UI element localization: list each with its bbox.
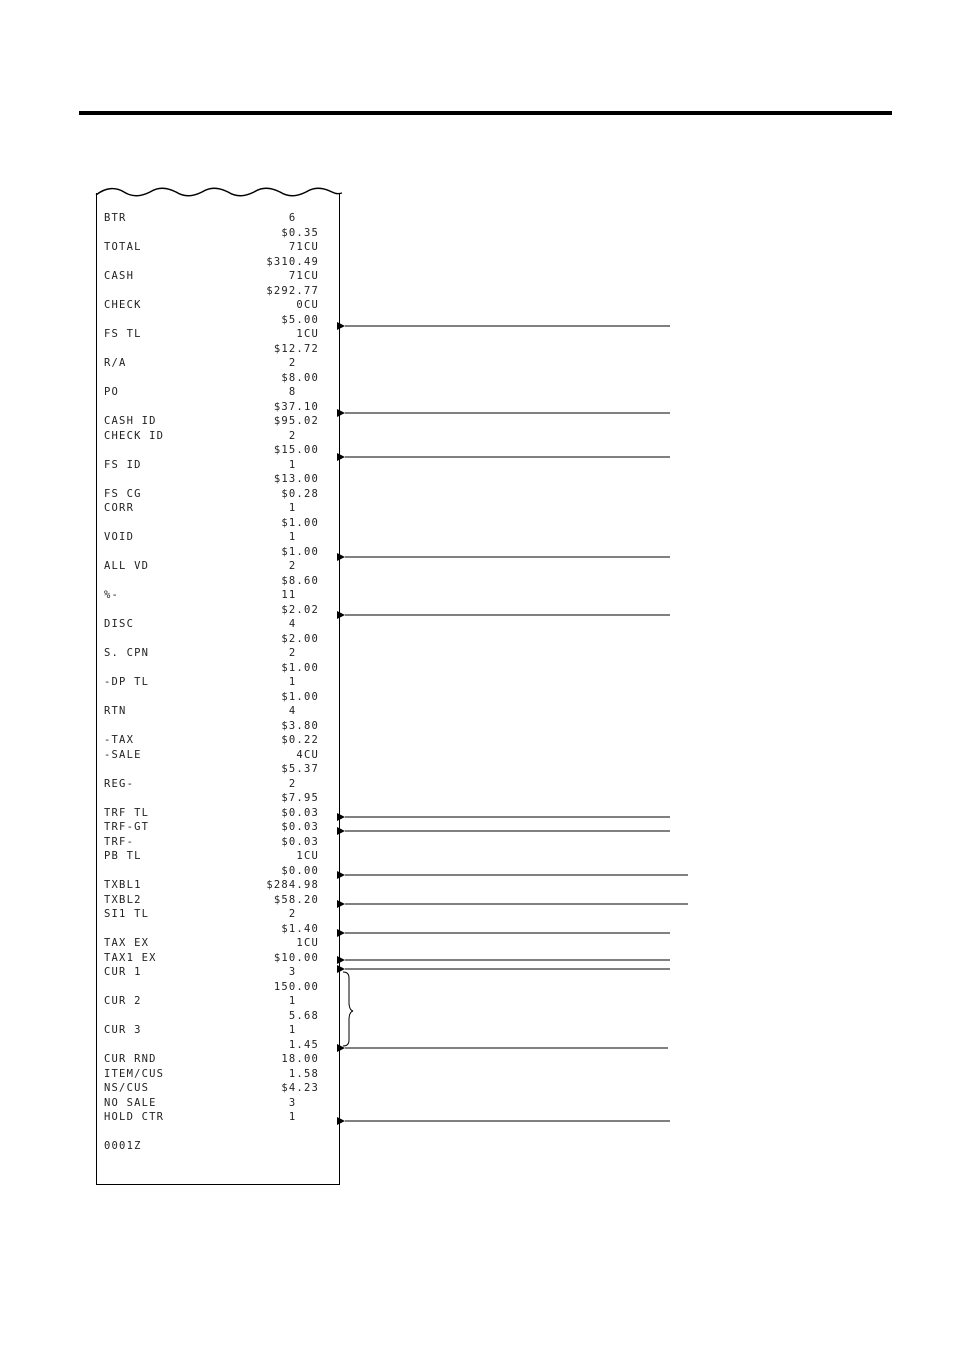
receipt-value: 1.45	[288, 1038, 319, 1051]
receipt-value: 1	[288, 995, 319, 1007]
receipt-value: 1CU	[296, 328, 319, 340]
receipt-label: REG-	[104, 777, 135, 790]
receipt-label: SI1 TL	[104, 908, 150, 920]
receipt-label: CORR	[104, 502, 135, 514]
receipt-label: CUR 2	[104, 995, 142, 1007]
receipt-label: NS/CUS	[104, 1082, 150, 1094]
receipt-value: $0.03	[281, 806, 319, 819]
receipt-value: $37.10	[273, 400, 319, 413]
receipt-value: 1CU	[296, 850, 319, 862]
receipt-value: 2	[288, 908, 319, 920]
receipt-label: CUR RND	[104, 1053, 157, 1065]
receipt-value: $3.80	[281, 719, 319, 732]
receipt-label: S. CPN	[104, 647, 150, 659]
receipt-value: $7.95	[281, 792, 319, 804]
receipt-label: TAX1 EX	[104, 951, 157, 964]
receipt-label: HOLD CTR	[104, 1111, 165, 1123]
receipt-value: $2.02	[281, 603, 319, 616]
receipt-value: $13.00	[273, 473, 319, 485]
receipt-value: $0.28	[281, 487, 319, 500]
receipt-value: 4	[288, 618, 319, 630]
receipt-value: $1.00	[281, 516, 319, 529]
receipt-label: TRF-GT	[104, 821, 150, 833]
receipt-value: $5.00	[281, 313, 319, 326]
receipt-value: $1.00	[281, 690, 319, 703]
receipt-value: 2	[288, 357, 319, 369]
receipt-label: TAX EX	[104, 937, 150, 949]
receipt-value: 2	[288, 777, 319, 790]
receipt-value: 1CU	[296, 937, 319, 949]
receipt-value: 1	[288, 1024, 319, 1036]
receipt-label: FS ID	[104, 458, 142, 471]
receipt-value: $0.00	[281, 864, 319, 877]
receipt-label: R/A	[104, 357, 127, 369]
receipt-value: 0CU	[296, 299, 319, 311]
receipt-value: 1	[288, 502, 319, 514]
receipt-label: ITEM/CUS	[104, 1067, 165, 1080]
receipt-label: -SALE	[104, 748, 142, 761]
receipt-value: $0.35	[281, 226, 319, 239]
receipt-label: CASH ID	[104, 415, 157, 427]
receipt-label: FS CG	[104, 487, 142, 500]
receipt-label: -TAX	[104, 734, 135, 746]
receipt-value: 3	[288, 1096, 319, 1109]
receipt-label: PO	[104, 386, 120, 398]
receipt-value: 1	[288, 676, 319, 688]
receipt-value: $284.98	[266, 879, 319, 891]
receipt-value: $292.77	[266, 284, 319, 297]
receipt-label: CASH	[104, 270, 135, 282]
receipt-label: NO SALE	[104, 1096, 157, 1109]
receipt-label: CUR 1	[104, 966, 142, 978]
receipt-label: DISC	[104, 618, 135, 630]
receipt-value: 2	[288, 647, 319, 659]
receipt-label: BTR	[104, 212, 127, 224]
receipt-value: 150.00	[273, 980, 319, 993]
receipt-label: TRF-	[104, 835, 135, 848]
receipt-label: -DP TL	[104, 676, 150, 688]
receipt-value: 5.68	[288, 1009, 319, 1022]
receipt-value: 4CU	[296, 748, 319, 761]
receipt-label: TXBL1	[104, 879, 142, 891]
receipt-value: 2	[288, 560, 319, 572]
receipt-label: CUR 3	[104, 1024, 142, 1036]
receipt-label: TXBL2	[104, 893, 142, 906]
receipt-value: 71CU	[288, 241, 319, 253]
receipt-label: PB TL	[104, 850, 142, 862]
receipt-label: CHECK	[104, 299, 142, 311]
receipt-value: $10.00	[273, 951, 319, 964]
receipt-value: $0.22	[281, 734, 319, 746]
receipt-value: 18.00	[281, 1053, 319, 1065]
receipt-label: %-	[104, 589, 120, 601]
receipt-label: TOTAL	[104, 241, 142, 253]
receipt-value: 2	[288, 429, 319, 442]
receipt-value: $1.00	[281, 661, 319, 674]
receipt-value: 8	[288, 386, 319, 398]
receipt-value: $0.03	[281, 835, 319, 848]
receipt-label: VOID	[104, 531, 135, 543]
receipt-value: $1.00	[281, 545, 319, 558]
receipt-value: 1	[288, 531, 319, 543]
receipt-value: $15.00	[273, 444, 319, 456]
currency-brace	[343, 972, 353, 1046]
receipt-label: FS TL	[104, 328, 142, 340]
receipt-label: RTN	[104, 705, 127, 717]
receipt-value: $8.60	[281, 574, 319, 587]
receipt-value: $1.40	[281, 922, 319, 935]
receipt-value: $4.23	[281, 1082, 319, 1094]
receipt-value: 4	[288, 705, 319, 717]
receipt-value: $2.00	[281, 632, 319, 645]
receipt-label: ALL VD	[104, 560, 150, 572]
receipt-label: TRF TL	[104, 806, 150, 819]
receipt-value: 11	[281, 589, 319, 601]
receipt-value: 1.58	[288, 1067, 319, 1080]
receipt-value: $12.72	[273, 342, 319, 355]
receipt-value: $0.03	[281, 821, 319, 833]
receipt-label: 0001Z	[104, 1140, 142, 1152]
receipt-label: CHECK ID	[104, 429, 165, 442]
receipt-value: $58.20	[273, 893, 319, 906]
receipt-value: 1	[288, 1111, 319, 1123]
receipt-value: $310.49	[266, 255, 319, 268]
receipt-value: $5.37	[281, 763, 319, 775]
receipt-value: $8.00	[281, 371, 319, 384]
receipt-value: 6	[288, 212, 319, 224]
receipt-value: 1	[288, 458, 319, 471]
receipt-value: 3	[288, 966, 319, 978]
receipt-value: $95.02	[273, 415, 319, 427]
receipt-value: 71CU	[288, 270, 319, 282]
